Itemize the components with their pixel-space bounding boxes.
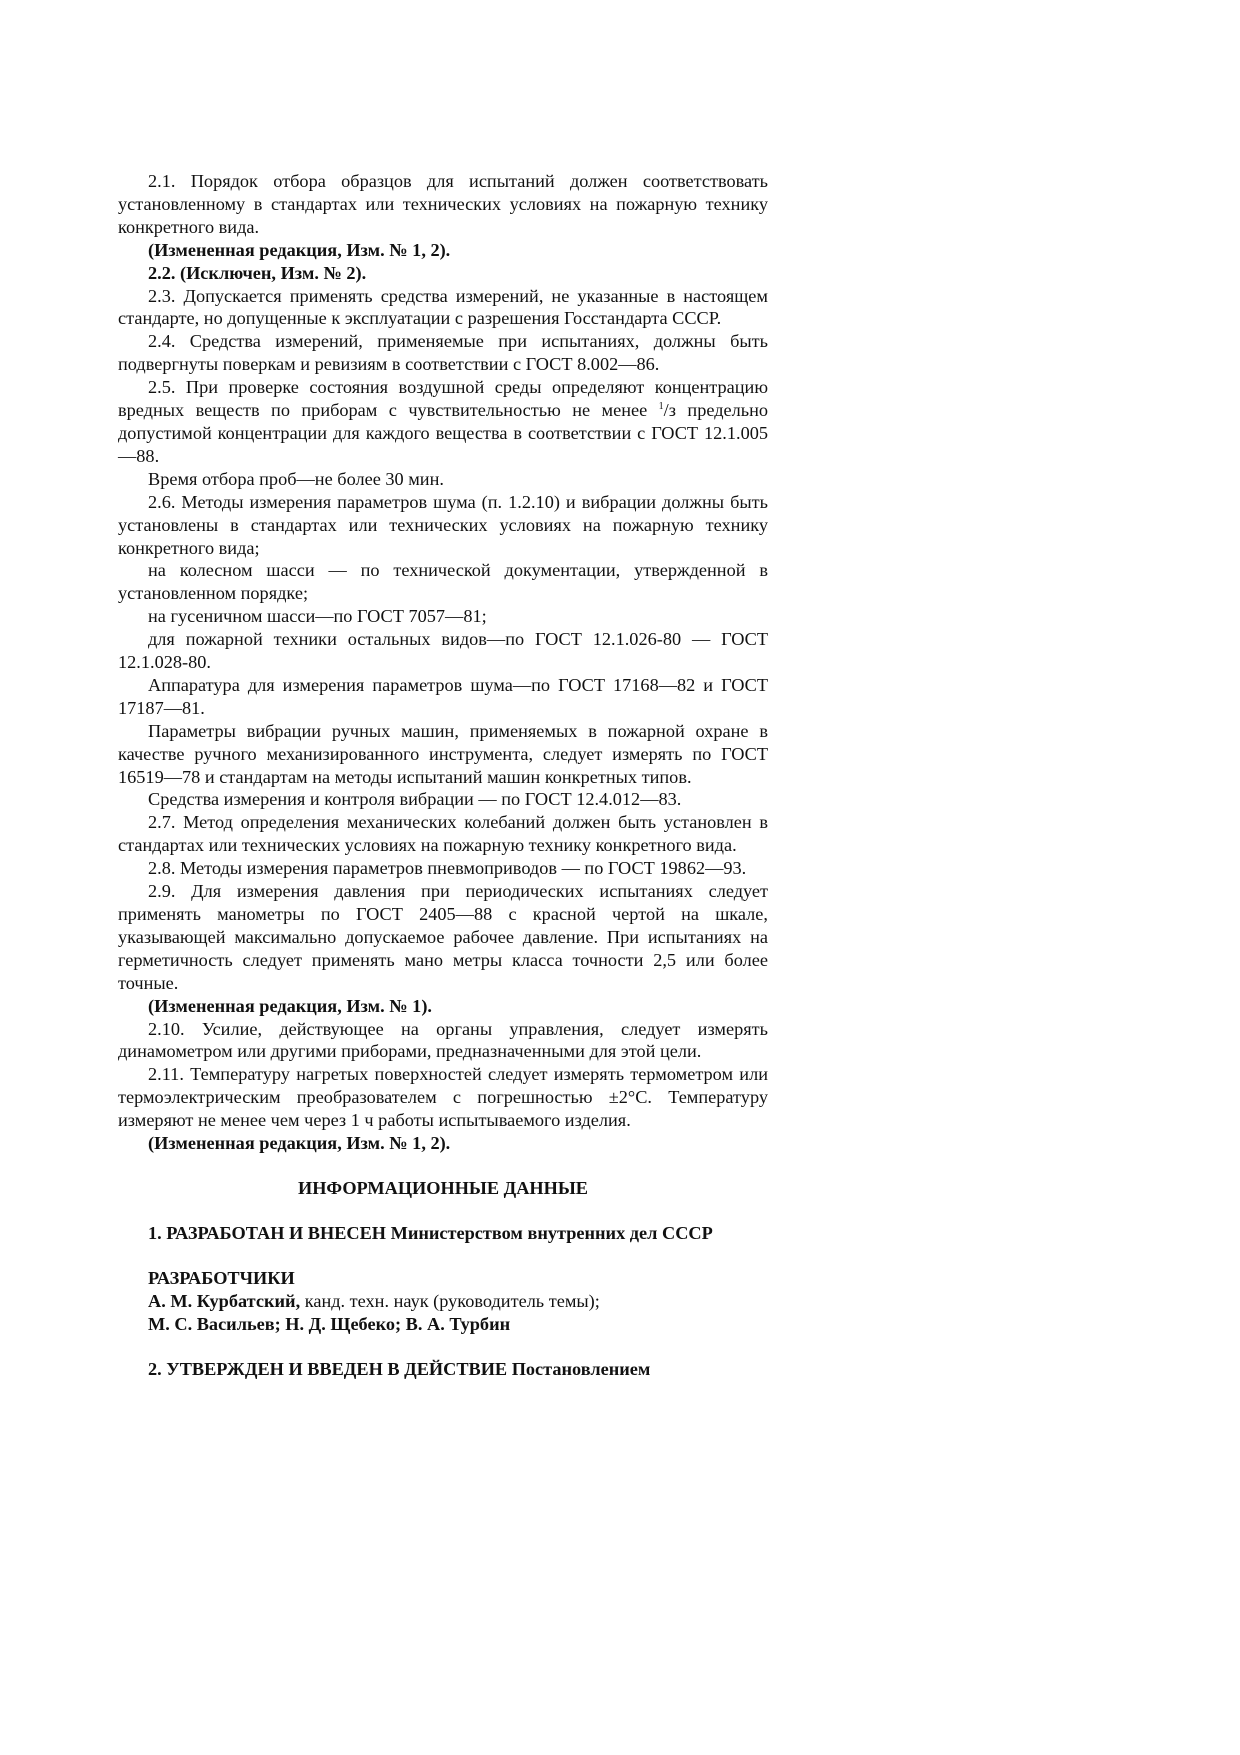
tracked-chassis-item: на гусеничном шасси—по ГОСТ 7057—81; [148,606,487,627]
vibration-params-item: Параметры вибрации ручных машин, применяемых в пожарной охране в качестве ручного механизированного инструмента, следует измерять по ГОСТ 16519—78 и стандартам на методы испытаний машин конкретных типов. [118,720,768,787]
clause-2-8: 2.8. Методы измерения параметров пневмоприводов — по ГОСТ 19862—93. [148,858,747,879]
clause-2-5-text-a: 2.5. При проверке состояния воздушной среды определяют концентрацию вредных веществ по приборам с чувствительностью не менее [118,377,768,421]
developer-1-role: канд. техн. наук (руководитель темы); [300,1290,600,1311]
clause-2-6: 2.6. Методы измерения параметров шума (п. 1.2.10) и вибрации должны быть установлены в стандартах или технических условиях на пожарную технику конкретного вида; [118,491,768,558]
clause-2-5-text-b: /з предельно допустимой концентрации для каждого вещества в соответствии с ГОСТ 12.1.005—88. [118,400,769,466]
clause-2-7: 2.7. Метод определения механических колебаний должен быть установлен в стандартах или технических условиях на пожарную технику конкретного вида. [118,812,768,856]
info-item-1: 1. РАЗРАБОТАН И ВНЕСЕН Министерством внутренних дел СССР [148,1222,713,1243]
clause-2-5 [118,376,768,468]
document-text [118,170,768,1380]
sampling-time: Время отбора проб—не более 30 мин. [148,468,444,489]
amendment-note: (Измененная редакция, Изм. № 1, 2). [148,1133,451,1154]
clause-2-4: 2.4. Средства измерений, применяемые при испытаниях, должны быть подвергнуты поверкам и ревизиям в соответствии с ГОСТ 8.002—86. [118,331,768,375]
fraction-numerator: 1 [658,401,664,413]
other-equipment-item: для пожарной техники остальных видов—по ГОСТ 12.1.026-80 — ГОСТ 12.1.028-80. [118,629,768,673]
developers-others: М. С. Васильев; Н. Д. Щебеко; В. А. Турбин [148,1313,511,1334]
amendment-note: (Измененная редакция, Изм. № 1, 2). [148,239,451,260]
noise-apparatus-item: Аппаратура для измерения параметров шума—по ГОСТ 17168—82 и ГОСТ 17187—81. [118,674,768,718]
developers-label: РАЗРАБОТЧИКИ [148,1267,295,1288]
amendment-note: (Измененная редакция, Изм. № 1). [148,995,432,1016]
clause-2-11: 2.11. Температуру нагретых поверхностей следует измерять термометром или термоэлектрическим преобразователем с погрешностью ±2°С. Температуру измеряют не менее чем через 1 ч работы испытываемого изделия. [118,1064,768,1131]
info-item-2: 2. УТВЕРЖДЕН И ВВЕДЕН В ДЕЙСТВИЕ Постановлением [148,1358,651,1379]
info-heading: ИНФОРМАЦИОННЫЕ ДАННЫЕ [297,1177,589,1198]
clause-2-2: 2.2. (Исключен, Изм. № 2). [148,262,367,283]
wheeled-chassis-item: на колесном шасси — по технической документации, утвержденной в установленном порядке; [118,560,768,604]
clause-2-9: 2.9. Для измерения давления при периодических испытаниях следует применять манометры по ГОСТ 2405—88 с красной чертой на шкале, указывающей максимально допускаемое рабочее давление. При испытаниях на герметичность следует применять мано метры класса точности 2,5 или более точные. [118,881,768,993]
developer-1-name: А. М. Курбатский, [148,1290,301,1311]
developer-1 [118,1290,768,1313]
clause-2-1: 2.1. Порядок отбора образцов для испытаний должен соответствовать установленному в стандартах или технических условиях на пожарную технику конкретного вида. [118,171,768,237]
clause-2-3: 2.3. Допускается применять средства измерений, не указанные в настоящем стандарте, но допущенные к эксплуатации с разрешения Госстандарта СССР. [118,285,768,329]
clause-2-10: 2.10. Усилие, действующее на органы управления, следует измерять динамометром или другими приборами, предназначенными для этой цели. [118,1018,768,1062]
vibration-control-item: Средства измерения и контроля вибрации — по ГОСТ 12.4.012—83. [148,789,682,810]
